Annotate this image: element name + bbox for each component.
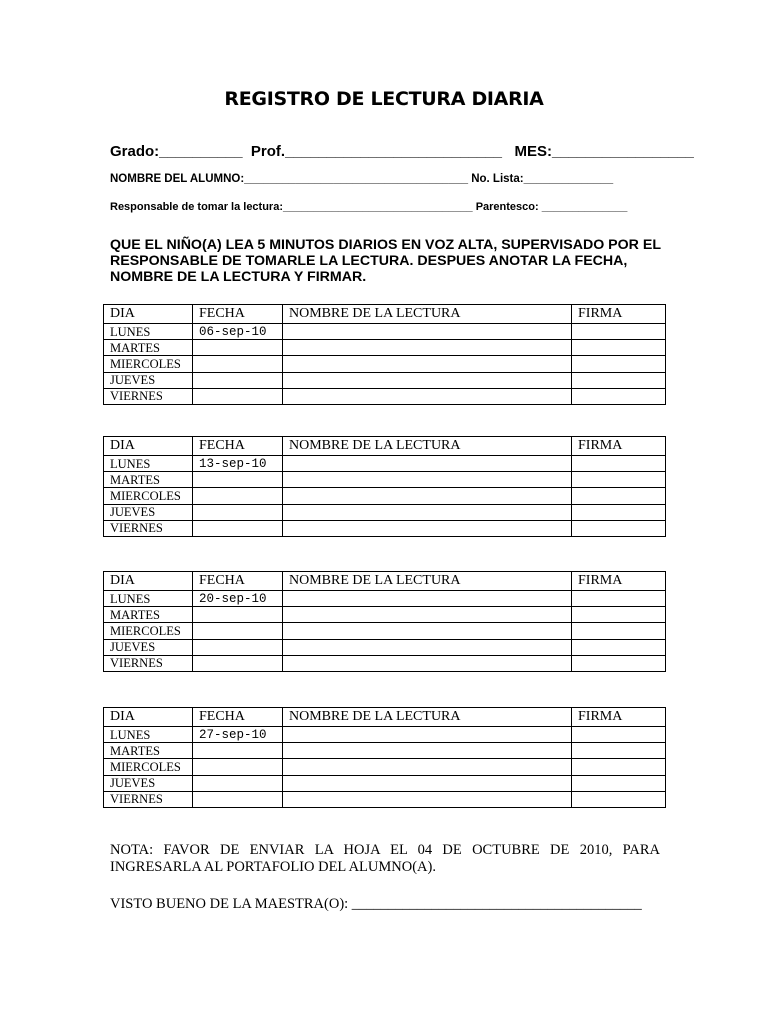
nombre-lectura-cell[interactable]: [283, 324, 572, 340]
fecha-cell[interactable]: [193, 504, 283, 520]
day-cell: VIERNES: [104, 388, 193, 404]
day-cell: JUEVES: [104, 639, 193, 655]
visto-bueno-line: VISTO BUENO DE LA MAESTRA(O): ________________________________________: [110, 896, 642, 912]
day-cell: MARTES: [104, 340, 193, 356]
nombre-lectura-cell[interactable]: [283, 340, 572, 356]
header-responsable: Responsable de tomar la lectura:_______________________________ Parentesco: ______________: [110, 201, 628, 213]
day-cell: MIERCOLES: [104, 488, 193, 504]
day-cell: JUEVES: [104, 775, 193, 791]
fecha-cell[interactable]: [193, 743, 283, 759]
firma-cell[interactable]: [572, 372, 666, 388]
firma-cell[interactable]: [572, 775, 666, 791]
table-row: [104, 456, 666, 472]
day-cell: MARTES: [104, 607, 193, 623]
document-title: REGISTRO DE LECTURA DIARIA: [224, 88, 544, 110]
header-grado-prof-mes: Grado:__________ Prof.__________________________ MES:_________________: [110, 143, 694, 160]
nota-text: NOTA: FAVOR DE ENVIAR LA HOJA EL 04 DE OCTUBRE DE 2010, PARA INGRESARLA AL PORTAFOLIO DEL ALUMNO(A).: [110, 842, 660, 875]
table-row: [104, 520, 666, 536]
table-row: [104, 639, 666, 655]
instructions-text: QUE EL NIÑO(A) LEA 5 MINUTOS DIARIOS EN VOZ ALTA, SUPERVISADO POR EL RESPONSABLE DE TOMARLE LA LECTURA. DESPUES ANOTAR LA FECHA, NOMBRE DE LA LECTURA Y FIRMAR.: [110, 237, 661, 285]
nombre-lectura-cell[interactable]: [283, 727, 572, 743]
firma-cell[interactable]: [572, 791, 666, 807]
nombre-lectura-cell[interactable]: [283, 520, 572, 536]
table-row: [104, 504, 666, 520]
firma-cell[interactable]: [572, 324, 666, 340]
nombre-lectura-cell[interactable]: [283, 472, 572, 488]
day-cell: MIERCOLES: [104, 623, 193, 639]
firma-cell[interactable]: [572, 388, 666, 404]
reading-log-table: [103, 707, 666, 808]
table-header-cell: NOMBRE DE LA LECTURA: [283, 437, 572, 456]
table-row: [104, 775, 666, 791]
table-row: [104, 743, 666, 759]
firma-cell[interactable]: [572, 639, 666, 655]
reading-log-table: [103, 571, 666, 672]
table-header-cell: FIRMA: [572, 437, 666, 456]
table-header-cell: DIA: [104, 437, 193, 456]
day-cell: VIERNES: [104, 655, 193, 671]
nombre-lectura-cell[interactable]: [283, 591, 572, 607]
table-header-row: [104, 437, 666, 456]
header-nombre-alumno: NOMBRE DEL ALUMNO:___________________________________ No. Lista:______________: [110, 173, 614, 185]
day-cell: JUEVES: [104, 504, 193, 520]
day-cell: LUNES: [104, 456, 193, 472]
table-header-cell: FECHA: [193, 708, 283, 727]
table-row: [104, 727, 666, 743]
table-row: [104, 655, 666, 671]
reading-log-table: [103, 436, 666, 537]
reading-log-table: [103, 304, 666, 405]
nombre-lectura-cell[interactable]: [283, 607, 572, 623]
table-row: [104, 759, 666, 775]
firma-cell[interactable]: [572, 743, 666, 759]
fecha-cell[interactable]: [193, 388, 283, 404]
table-row: [104, 388, 666, 404]
day-cell: VIERNES: [104, 791, 193, 807]
nombre-lectura-cell[interactable]: [283, 456, 572, 472]
nombre-lectura-cell[interactable]: [283, 388, 572, 404]
table-header-cell: NOMBRE DE LA LECTURA: [283, 305, 572, 324]
table-row: [104, 791, 666, 807]
table-row: [104, 372, 666, 388]
table-header-cell: FECHA: [193, 437, 283, 456]
firma-cell[interactable]: [572, 607, 666, 623]
day-cell: LUNES: [104, 727, 193, 743]
firma-cell[interactable]: [572, 520, 666, 536]
firma-cell[interactable]: [572, 655, 666, 671]
day-cell: VIERNES: [104, 520, 193, 536]
fecha-cell[interactable]: [193, 775, 283, 791]
nombre-lectura-cell[interactable]: [283, 655, 572, 671]
table-header-cell: FECHA: [193, 572, 283, 591]
day-cell: LUNES: [104, 324, 193, 340]
nombre-lectura-cell[interactable]: [283, 504, 572, 520]
table-row: [104, 623, 666, 639]
fecha-cell[interactable]: [193, 791, 283, 807]
firma-cell[interactable]: [572, 472, 666, 488]
nombre-lectura-cell[interactable]: [283, 791, 572, 807]
table-row: [104, 324, 666, 340]
table-header-cell: FIRMA: [572, 305, 666, 324]
table-header-cell: NOMBRE DE LA LECTURA: [283, 708, 572, 727]
day-cell: MIERCOLES: [104, 356, 193, 372]
nombre-lectura-cell[interactable]: [283, 356, 572, 372]
fecha-cell[interactable]: [193, 340, 283, 356]
fecha-cell[interactable]: 13-sep-10: [193, 456, 283, 472]
firma-cell[interactable]: [572, 591, 666, 607]
table-header-cell: FIRMA: [572, 572, 666, 591]
fecha-cell[interactable]: [193, 607, 283, 623]
table-header-cell: DIA: [104, 305, 193, 324]
nombre-lectura-cell[interactable]: [283, 623, 572, 639]
table-header-cell: NOMBRE DE LA LECTURA: [283, 572, 572, 591]
fecha-cell[interactable]: 20-sep-10: [193, 591, 283, 607]
nombre-lectura-cell[interactable]: [283, 759, 572, 775]
firma-cell[interactable]: [572, 759, 666, 775]
table-header-cell: DIA: [104, 572, 193, 591]
fecha-cell[interactable]: [193, 472, 283, 488]
day-cell: MARTES: [104, 472, 193, 488]
table-header-cell: FECHA: [193, 305, 283, 324]
table-row: [104, 340, 666, 356]
fecha-cell[interactable]: 27-sep-10: [193, 727, 283, 743]
table-header-row: [104, 708, 666, 727]
firma-cell[interactable]: [572, 356, 666, 372]
nombre-lectura-cell[interactable]: [283, 488, 572, 504]
fecha-cell[interactable]: [193, 356, 283, 372]
fecha-cell[interactable]: [193, 759, 283, 775]
table-row: [104, 591, 666, 607]
table-header-cell: DIA: [104, 708, 193, 727]
fecha-cell[interactable]: [193, 655, 283, 671]
fecha-cell[interactable]: 06-sep-10: [193, 324, 283, 340]
table-row: [104, 472, 666, 488]
fecha-cell[interactable]: [193, 623, 283, 639]
day-cell: JUEVES: [104, 372, 193, 388]
day-cell: LUNES: [104, 591, 193, 607]
table-row: [104, 607, 666, 623]
nombre-lectura-cell[interactable]: [283, 775, 572, 791]
day-cell: MARTES: [104, 743, 193, 759]
fecha-cell[interactable]: [193, 639, 283, 655]
table-header-row: [104, 305, 666, 324]
table-row: [104, 488, 666, 504]
firma-cell[interactable]: [572, 504, 666, 520]
nombre-lectura-cell[interactable]: [283, 372, 572, 388]
fecha-cell[interactable]: [193, 520, 283, 536]
nombre-lectura-cell[interactable]: [283, 639, 572, 655]
firma-cell[interactable]: [572, 488, 666, 504]
firma-cell[interactable]: [572, 727, 666, 743]
firma-cell[interactable]: [572, 456, 666, 472]
firma-cell[interactable]: [572, 340, 666, 356]
fecha-cell[interactable]: [193, 372, 283, 388]
fecha-cell[interactable]: [193, 488, 283, 504]
firma-cell[interactable]: [572, 623, 666, 639]
table-header-row: [104, 572, 666, 591]
table-header-cell: FIRMA: [572, 708, 666, 727]
nombre-lectura-cell[interactable]: [283, 743, 572, 759]
day-cell: MIERCOLES: [104, 759, 193, 775]
table-row: [104, 356, 666, 372]
